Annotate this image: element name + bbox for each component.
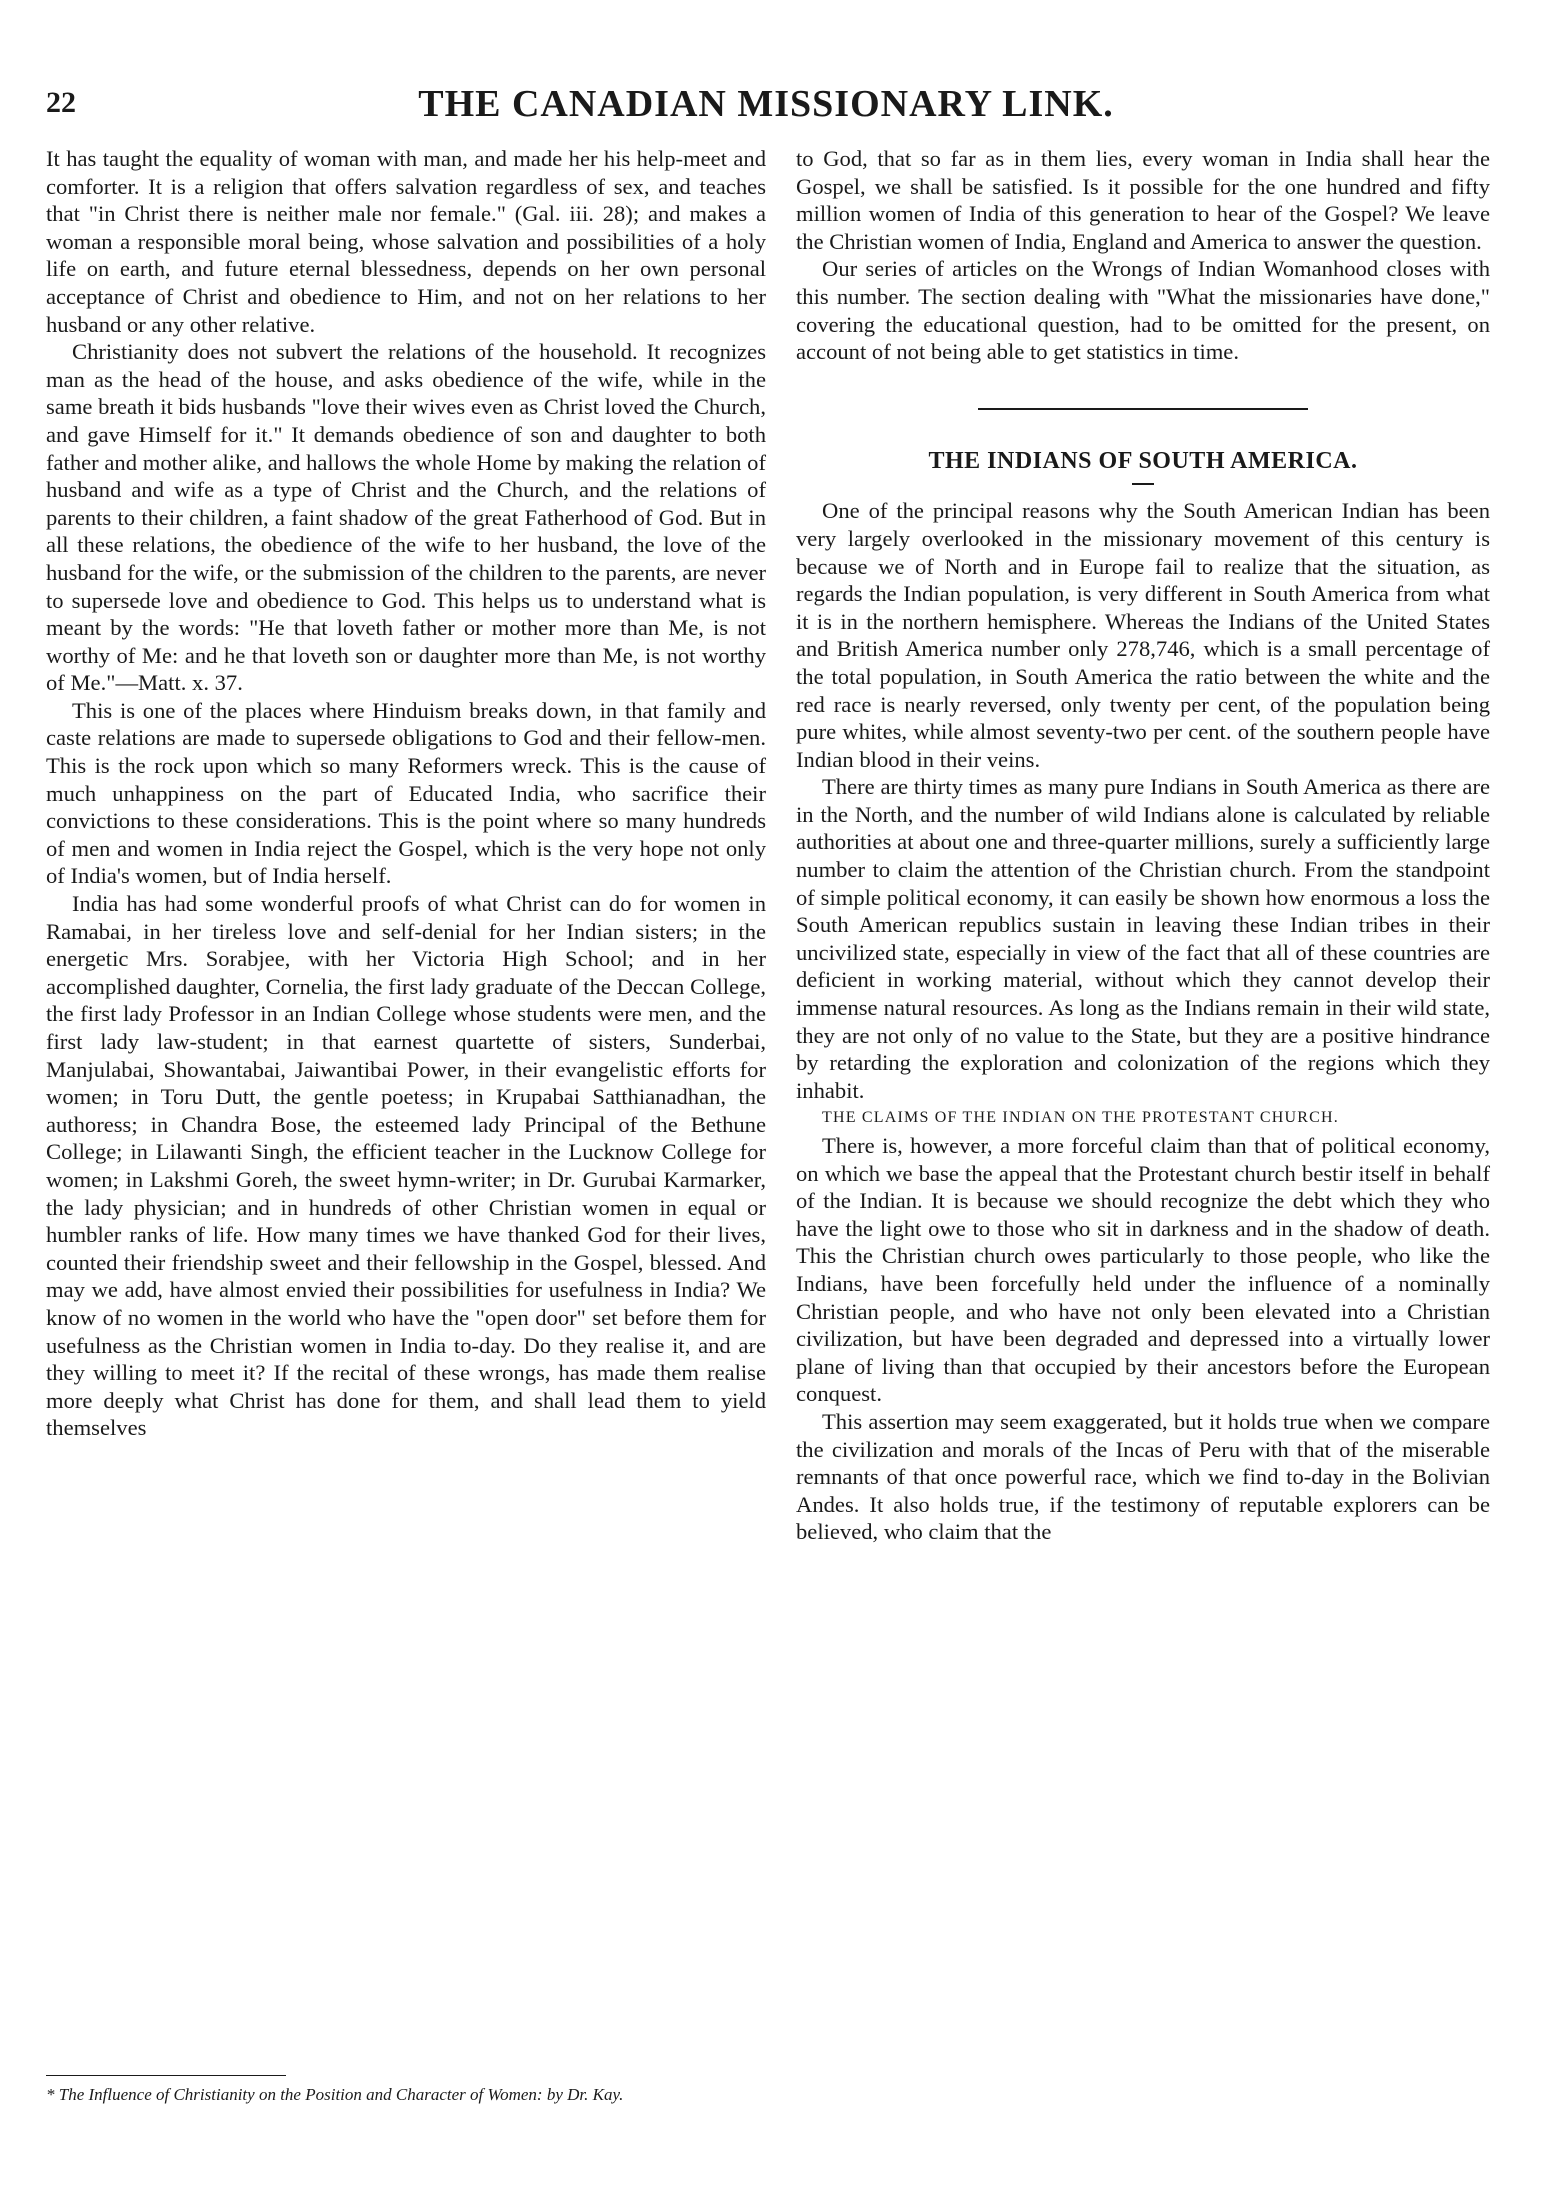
section-divider — [978, 408, 1308, 410]
paragraph: It has taught the equality of woman with man, and made her his help-meet and comforter. It is a religion that offers salvation regardless of sex, and teaches that "in Christ there is neither male nor female." (Gal. iii. 28); and makes a woman a responsible moral being, whose salvation and possibilities of a holy life on earth, and future eternal blessedness, depends on her own personal acceptance of Christ and obedience to Him, and not on her relations to her husband or any other relative. — [46, 146, 766, 337]
paragraph: to God, that so far as in them lies, every woman in India shall hear the Gospel, we shall be satisfied. Is it possible for the one hundred and fifty million women of India of this generation to hear of the Gospel? We leave the Christian women of India, England and America to answer the question. — [796, 146, 1490, 254]
article-title: THE INDIANS OF SOUTH AMERICA. — [928, 447, 1358, 474]
page-header — [46, 82, 1486, 126]
left-column — [46, 145, 766, 1442]
page-number: 22 — [46, 86, 76, 119]
paragraph: Our series of articles on the Wrongs of Indian Womanhood closes with this number. The section dealing with "What the missionaries have done," covering the educational question, had to be omitted for the present, on account of not being able to get statistics in time. — [796, 256, 1490, 365]
footnote: * The Influence of Christianity on the Position and Character of Women: by Dr. Kay. — [46, 2085, 624, 2104]
journal-title: THE CANADIAN MISSIONARY LINK. — [418, 83, 1114, 125]
section-heading: THE CLAIMS OF THE INDIAN ON THE PROTESTANT CHURCH. — [822, 1109, 1339, 1127]
paragraph: This assertion may seem exaggerated, but it holds true when we compare the civilization and morals of the Incas of Peru with that of the miserable remnants of that once powerful race, which we find to-day in the Bolivian Andes. It also holds true, if the testimony of reputable explorers can be believed, who claim that the — [796, 1408, 1490, 1545]
paragraph: Christianity does not subvert the relations of the household. It recognizes man as the head of the house, and asks obedience of the wife, while in the same breath it bids husbands "love their wives even as Christ loved the Church, and gave Himself for it." It demands obedience of son and daughter to both father and mother alike, and hallows the whole Home by making the relation of husband and wife as a type of Christ and the Church, and the relations of parents to their children, a faint shadow of the great Fatherhood of God. But in all these relations, the obedience of the wife to her husband, the love of the husband for the wife, or the submission of the children to the parents, are never to supersede love and obedience to God. This helps us to understand what is meant by the words: "He that loveth father or mother more than Me, is not worthy of Me: and he that loveth son or daughter more than Me, is not worthy of Me."—Matt. x. 37. — [46, 339, 766, 696]
paragraph: India has had some wonderful proofs of what Christ can do for women in Ramabai, in her tireless love and self-denial for her Indian sisters; in the energetic Mrs. Sorabjee, with her Victoria High School; and in her accomplished daughter, Cornelia, the first lady graduate of the Deccan College, the first lady Professor in an Indian College whose students were men, and the first lady law-student; in that earnest quartette of sisters, Sunderbai, Manjulabai, Showantabai, Jaiwantibai Power, in their evangelistic efforts for women; in Toru Dutt, the gentle poetess; in Krupabai Satthianadhan, the authoress; in Chandra Bose, the esteemed lady Principal of the Bethune College; in Lilawanti Singh, the efficient teacher in the Lucknow College for women; in Lakshmi Goreh, the sweet hymn-writer; in Dr. Gurubai Karmarker, the lady physician; and in hundreds of other Christian women in equal or humbler ranks of life. How many times we have thanked God for their lives, counted their friendship sweet and their fellowship in the Gospel, blessed. And may we add, have almost envied their possibilities for usefulness in India? We know of no women in the world who have the "open door" set before them for usefulness as the Christian women in India to-day. Do they realise it, and are they willing to meet it? If the recital of these wrongs, has made them realise more deeply what Christ has done for them, and shall lead them to yield themselves — [46, 891, 766, 1441]
paragraph: This is one of the places where Hinduism breaks down, in that family and caste relations are made to supersede obligations to God and their fellow-men. This is the rock upon which so many Reformers wreck. This is the cause of much unhappiness on the part of Educated India, who sacrifice their convictions to these considerations. This is the point where so many hundreds of men and women in India reject the Gospel, which is the very hope not only of India's women, but of India herself. — [46, 697, 766, 889]
title-ornament — [1132, 483, 1154, 485]
footnote-rule — [46, 2075, 286, 2076]
paragraph: There is, however, a more forceful claim than that of political economy, on which we base the appeal that the Protestant church bestir itself in behalf of the Indian. It is because we should recognize the debt which they who have the light owe to those who sit in darkness and in the shadow of death. This the Christian church owes particularly to those people, who like the Indians, have been forcefully held under the influence of a nominally Christian people, and who have not only been elevated into a Christian civilization, but have been degraded and depressed into a virtually lower plane of living than that occupied by their ancestors before the European conquest. — [796, 1133, 1490, 1407]
paragraph: There are thirty times as many pure Indians in South America as there are in the North, and the number of wild Indians alone is calculated by reliable authorities at about one and three-quarter millions, surely a sufficiently large number to claim the attention of the Christian church. From the standpoint of simple political economy, it can easily be shown how enormous a loss the South American republics sustain in leaving these Indian tribes in their uncivilized state, especially in view of the fact that all of these countries are deficient in working material, without which they cannot develop their immense natural resources. As long as the Indians remain in their wild state, they are not only of no value to the State, but they are a positive hindrance by retarding the exploration and colonization of the regions which they inhabit. — [796, 774, 1490, 1103]
right-column — [796, 145, 1490, 1546]
paragraph: One of the principal reasons why the South American Indian has been very largely overlooked in the missionary movement of this century is because we of North and in Europe fail to realize that the situation, as regards the Indian population, is very different in South America from what it is in the northern hemisphere. Whereas the Indians of the United States and British America number only 278,746, which is a small percentage of the total population, in South America the ratio between the white and the red race is nearly reversed, only twenty per cent, of the population being pure whites, while almost seventy-two per cent. of the southern people have Indian blood in their veins. — [796, 498, 1490, 772]
